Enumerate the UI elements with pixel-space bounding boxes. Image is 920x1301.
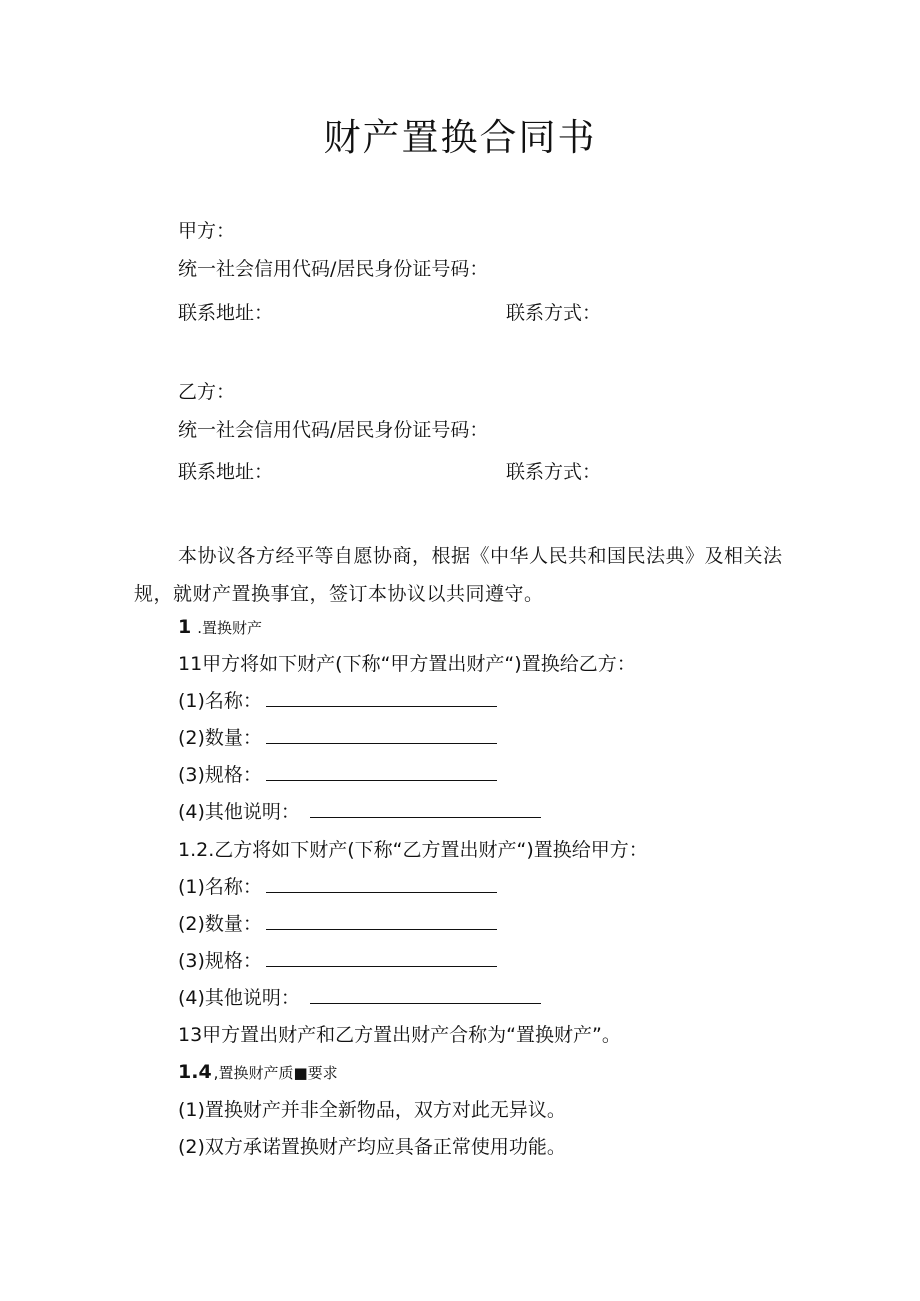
party-b-label: 乙方： [178, 381, 236, 403]
list-b-quantity-blank [266, 911, 497, 930]
party-a-label: 甲方： [178, 220, 236, 242]
section-1-number: 1 [178, 616, 192, 638]
list-a-name-blank [266, 688, 497, 707]
list-a-item [178, 762, 497, 788]
section-1-heading [178, 614, 262, 641]
list-a-quantity-label: (2)数量： [178, 727, 262, 749]
party-b-address-label: 联系地址： [178, 461, 274, 483]
list-a-other-label: (4)其他说明： [178, 801, 300, 823]
party-a-id-label: 统一社会信用代码/居民身份证号码： [178, 258, 489, 280]
section-1-4-number: 1.4 [178, 1061, 212, 1083]
section-1-4-heading [178, 1059, 338, 1086]
list-b-spec-label: (3)规格： [178, 950, 262, 972]
section-1-title: .置换财产 [197, 619, 263, 637]
requirement-2: (2)双方承诺置换财产均应具备正常使用功能。 [178, 1136, 566, 1158]
party-a-contact-label: 联系方式： [506, 302, 602, 324]
clause-1-1: 11甲方将如下财产(下称“甲方置出财产“)置换给乙方： [178, 653, 636, 675]
list-a-spec-label: (3)规格： [178, 764, 262, 786]
section-1-4-title: ,置换财产质■要求 [213, 1064, 338, 1082]
party-b-id-label: 统一社会信用代码/居民身份证号码： [178, 419, 489, 441]
document-title: 财产置换合同书 [323, 116, 597, 159]
requirement-1: (1)置换财产并非全新物品，双方对此无异议。 [178, 1099, 566, 1121]
list-b-name-blank [266, 874, 497, 893]
list-b-spec-blank [266, 948, 497, 967]
list-a-spec-blank [266, 762, 497, 781]
list-b-other-label: (4)其他说明： [178, 987, 300, 1009]
clause-1-2: 1.2.乙方将如下财产(下称“乙方置出财产“)置换给甲方： [178, 839, 648, 861]
list-b-item [178, 874, 497, 900]
list-b-item [178, 985, 541, 1011]
clause-1-3: 13甲方置出财产和乙方置出财产合称为“置换财产”。 [178, 1024, 621, 1046]
list-a-item [178, 799, 541, 825]
party-a-address-label: 联系地址： [178, 302, 274, 324]
list-b-quantity-label: (2)数量： [178, 913, 262, 935]
list-a-item [178, 725, 497, 751]
list-b-item [178, 948, 497, 974]
list-a-item [178, 688, 497, 714]
list-a-other-blank [310, 799, 541, 818]
intro-paragraph: 本协议各方经平等自愿协商，根据《中华人民共和国民法典》及相关法规，就财产置换事宜，签订本协议以共同遵守。 [134, 545, 783, 605]
party-b-contact-label: 联系方式： [506, 461, 602, 483]
list-b-item [178, 911, 497, 937]
list-a-name-label: (1)名称： [178, 690, 262, 712]
list-a-quantity-blank [266, 725, 497, 744]
list-b-other-blank [310, 985, 541, 1004]
list-b-name-label: (1)名称： [178, 876, 262, 898]
